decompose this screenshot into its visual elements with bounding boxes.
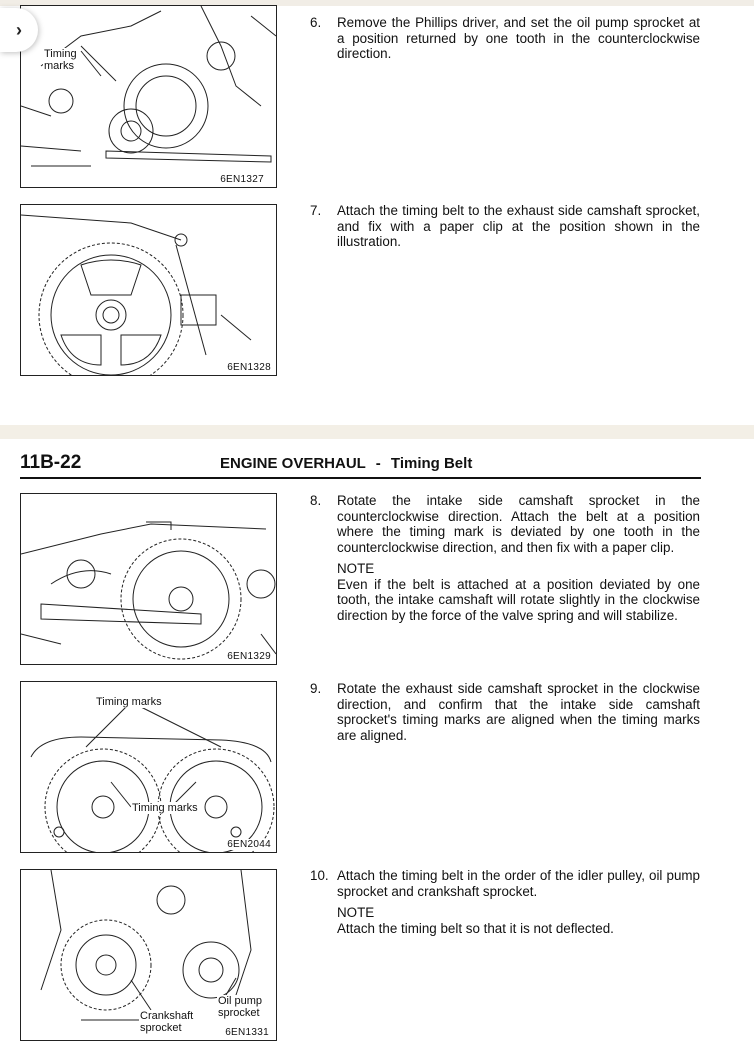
figure-label: Timing marks — [96, 696, 162, 708]
figure-code: 6EN1331 — [225, 1027, 269, 1038]
step-7 — [310, 203, 700, 250]
page-number: 11B-22 — [20, 452, 82, 473]
figure-drawing — [21, 494, 276, 664]
note-heading: NOTE — [337, 561, 375, 576]
page-break — [0, 425, 754, 439]
figure-drawing — [21, 6, 276, 187]
chevron-right-icon: › — [16, 19, 22, 40]
step-number: 7. — [310, 203, 322, 218]
figure-code: 6EN1328 — [227, 362, 271, 373]
step-9 — [310, 681, 700, 743]
figure-label: sprocket — [140, 1022, 182, 1034]
step-number: 6. — [310, 15, 322, 30]
step-number: 10. — [310, 868, 329, 883]
note-text: Attach the timing belt so that it is not deflected. — [337, 920, 614, 936]
figure-oil-pump-sprocket — [20, 5, 277, 188]
header-rule — [20, 477, 701, 479]
figure-exhaust-camshaft — [20, 204, 277, 376]
figure-intake-camshaft — [20, 493, 277, 665]
figure-crankshaft-sprocket — [20, 869, 277, 1041]
figure-label: Timing — [44, 48, 77, 60]
figure-label: sprocket — [218, 1007, 260, 1019]
figure-code: 6EN1329 — [227, 651, 271, 662]
section-title — [220, 455, 472, 472]
step-8 — [310, 493, 700, 623]
figure-code: 6EN2044 — [227, 839, 271, 850]
figure-timing-marks — [20, 681, 277, 853]
step-text: Remove the Phillips driver, and set the oil pump sprocket at a position returned by one tooth in the counterclockwise direction. — [337, 15, 700, 61]
figure-label: Timing marks — [132, 802, 198, 814]
note-text: Even if the belt is attached at a position deviated by one tooth, the intake camshaft will rotate slightly in the clockwise direction by the force of the valve spring and will stabilize. — [337, 576, 700, 623]
step-10 — [310, 868, 700, 936]
note-heading: NOTE — [337, 905, 375, 920]
step-text: Rotate the intake side camshaft sprocket in the counterclockwise direction. Attach the belt at a position where the timing mark is deviated by one tooth in the counterclockwise direction, and then fix with a paper clip. — [337, 493, 700, 555]
step-text: Attach the timing belt in the order of the idler pulley, oil pump sprocket and crankshaft sprocket. — [337, 868, 700, 899]
step-text: Rotate the exhaust side camshaft sprocket in the clockwise direction, and confirm that the intake side camshaft sprocket's timing marks are aligned when the timing marks are aligned. — [337, 681, 700, 743]
step-6 — [310, 15, 700, 62]
figure-code: 6EN1327 — [220, 174, 264, 185]
step-number: 9. — [310, 681, 322, 696]
figure-label: Oil pump — [218, 995, 263, 1007]
step-number: 8. — [310, 493, 322, 508]
section-title-separator: - — [375, 455, 381, 472]
figure-label: marks — [44, 60, 74, 72]
step-text: Attach the timing belt to the exhaust side camshaft sprocket, and fix with a paper clip at the position shown in the illustration. — [337, 203, 700, 249]
section-title-main: ENGINE OVERHAUL — [220, 455, 366, 472]
figure-drawing — [21, 205, 276, 375]
figure-label: Crankshaft — [140, 1010, 194, 1022]
section-subtitle: Timing Belt — [390, 455, 473, 472]
